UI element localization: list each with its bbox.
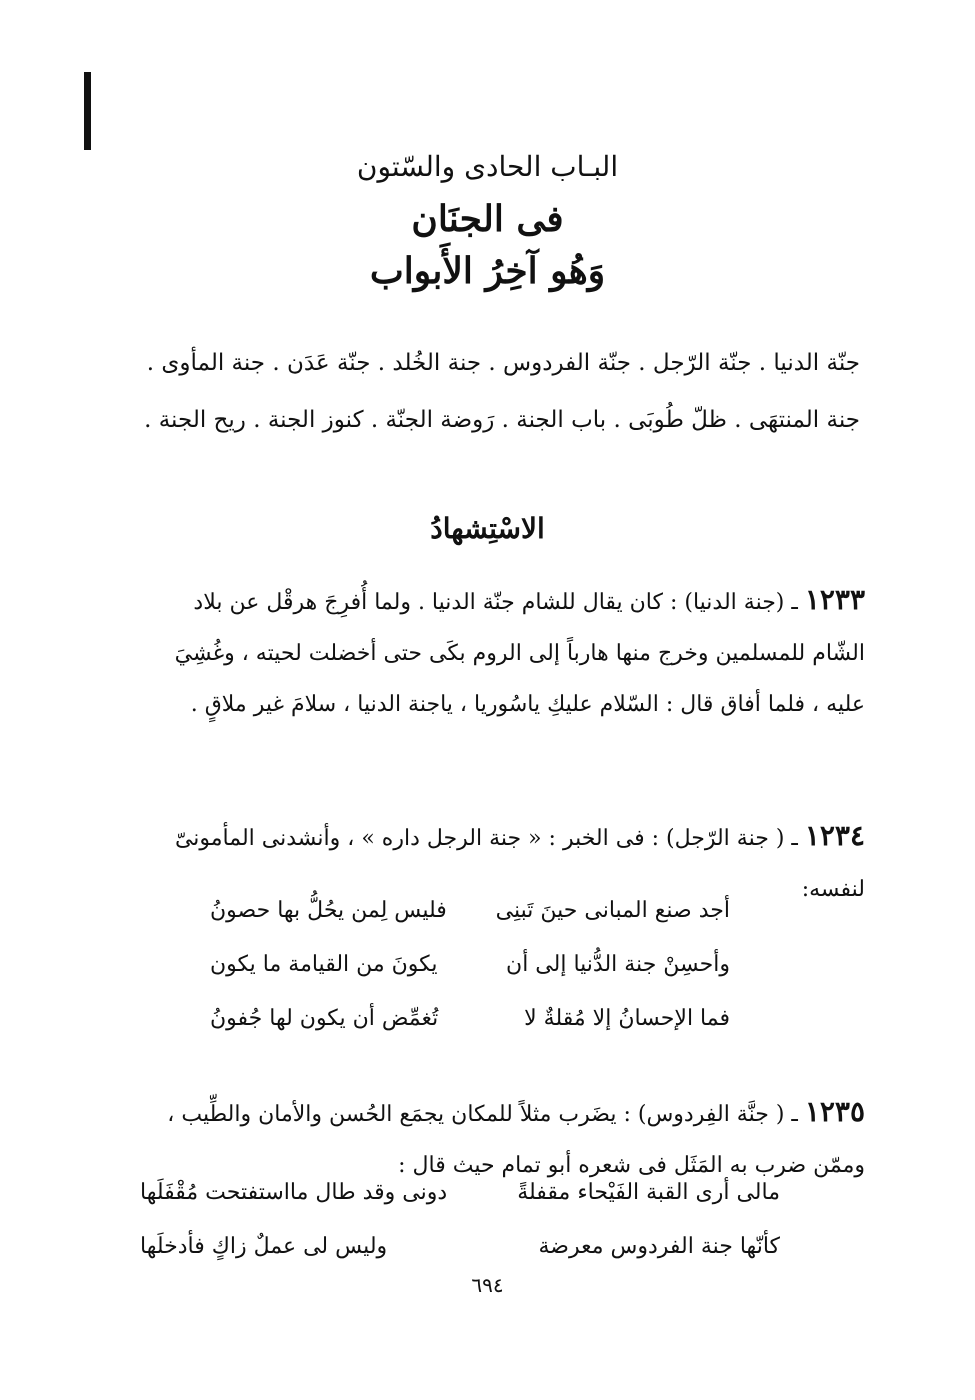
page-number: ٦٩٤ (471, 1273, 504, 1297)
chapter-title: فى الجنَان (411, 198, 564, 240)
verse-first-hemistich: كأنّها جنة الفردوس معرضة (538, 1234, 780, 1259)
chapter-summary: جنّة الدنيا . جنّة الرّجل . جنّة الفردوس . جنة الخُلد . جنّة عَدَن . جنة المأوى . جنة المنتهَى . ظلّ طُوبَى . باب الجنة . رَوضة الجنّة . كنوز الجنة . ريح الجنة . (144, 350, 860, 433)
verse-second-hemistich: فليس لِمن يحُلُّ بها حصونُ (210, 898, 447, 923)
entry-number: ١٢٣٤ (804, 819, 865, 852)
chapter-heading: البـاب الحادى والسّتون (356, 150, 619, 183)
entry-text: ـ ( جنة الرّجل) : فى الخبر : « جنة الرجل داره » ، وأنشدنى المأمونىّ لنفسه: (174, 826, 865, 902)
verse-line (210, 898, 730, 952)
poem-1234 (210, 898, 730, 1060)
entry-text: ـ ( جنَّة الفِردوس) : يضَرب مثلاً للمكان يجمَع الحُسن والأمان والطِّيب ، وممّن ضرب به المَثَل فى شعره أبو تمام حيث قال : (167, 1102, 865, 1178)
chapter-subtitle: وَهُو آخِرُ الأَبواب (369, 250, 606, 292)
section-heading: الاسْتِشهادُ (430, 512, 545, 545)
verse-second-hemistich: دونى وقد طال مااستفتحت مُقْفَلَها (140, 1180, 448, 1205)
verse-second-hemistich: تُغمِّض أن يكون لها جُفونُ (210, 1006, 439, 1031)
poem-1235 (140, 1180, 780, 1288)
entry-number: ١٢٣٣ (804, 583, 865, 616)
verse-line (210, 952, 730, 1006)
verse-first-hemistich: وأحسِنْ جنة الدُّنيا إلى أن (506, 952, 730, 977)
verse-first-hemistich: فما الإحسانُ إلا مُقلةٌ لا (524, 1006, 730, 1031)
entry-1233 (135, 574, 865, 730)
entry-text: ـ (جنة الدنيا) : كان يقال للشام جنّة الدنيا . ولما أُفرِجَ هرقْل عن بلاد الشّام للمسلمين وخرج منها هارباً إلى الروم بكَى حتى أخضلت لحيته ، وغُشِيَ عليه ، فلما أفاق قال : السّلام عليكِ ياسُوريا ، ياجنة الدنيا ، سلامَ غير ملاقٍ . (174, 590, 865, 717)
verse-line (140, 1180, 780, 1234)
verse-second-hemistich: وليس لى عملٌ زاكٍ فأدخلَها (140, 1234, 388, 1259)
verse-first-hemistich: مالى أرى القبة الفَيْحاء مقفلةً (517, 1180, 780, 1205)
verse-first-hemistich: أجد صنع المبانى حينَ تَبنِى (495, 898, 730, 923)
entry-1235 (135, 1086, 865, 1191)
verse-second-hemistich: يكونَ من القيامة ما يكون (210, 952, 438, 977)
entry-number: ١٢٣٥ (804, 1095, 865, 1128)
verse-line (210, 1006, 730, 1060)
margin-mark (84, 72, 91, 150)
